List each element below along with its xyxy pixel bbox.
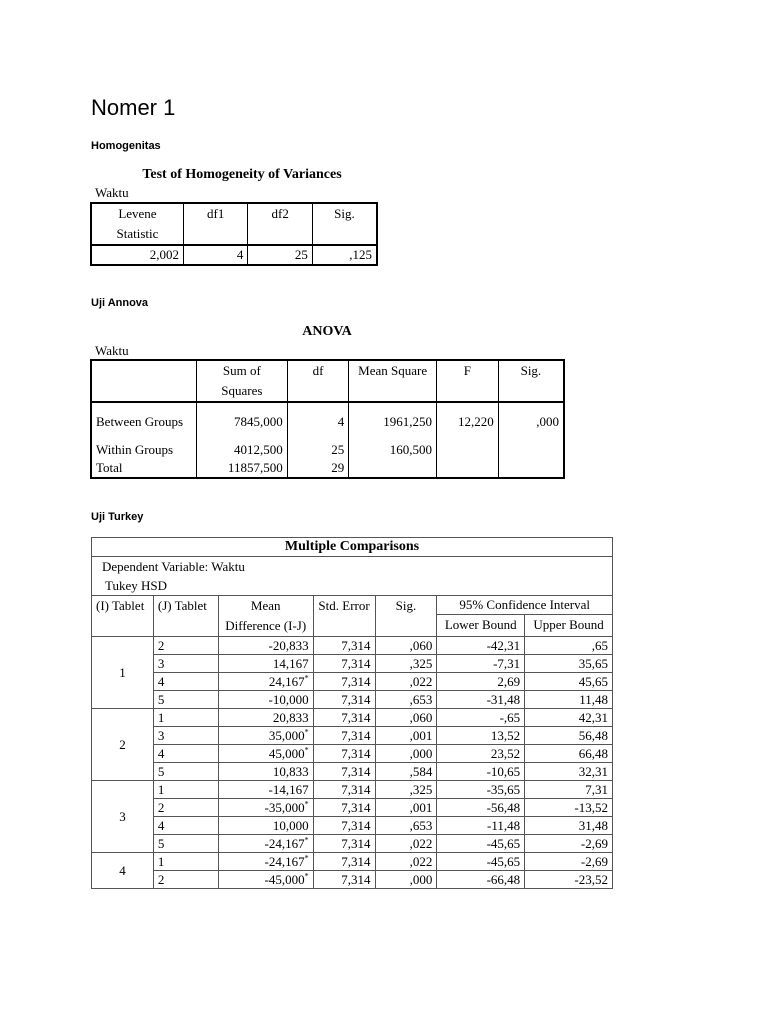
cell-tablet-j: 3 — [153, 655, 218, 673]
cell-tablet-j: 1 — [153, 853, 218, 871]
mean-difference-value: -14,167 — [268, 782, 309, 797]
cell-mean-difference — [218, 853, 313, 871]
cell-lower-bound: -66,48 — [437, 871, 525, 889]
cell-lower-bound: -31,48 — [437, 691, 525, 709]
cell-sig: ,000 — [375, 871, 437, 889]
table-row — [92, 745, 613, 763]
cell-ss: 7845,000 — [196, 402, 287, 441]
row-label: Between Groups — [91, 402, 196, 441]
anova-variable: Waktu — [95, 343, 129, 358]
cell-ss: 4012,500 — [196, 441, 287, 459]
cell-lower-bound: 23,52 — [437, 745, 525, 763]
mean-difference-value: 35,000 — [268, 728, 305, 743]
anova-row-within — [91, 441, 564, 459]
section-label-anova: Uji Annova — [91, 297, 149, 309]
cell-sig: ,000 — [375, 745, 437, 763]
cell-tablet-j: 4 — [153, 745, 218, 763]
cell-sig: ,000 — [498, 402, 564, 441]
cell-mean-difference — [218, 691, 313, 709]
anova-table — [90, 359, 565, 479]
homogeneity-value-row — [91, 245, 377, 265]
cell-std-error: 7,314 — [313, 853, 375, 871]
significance-marker: * — [304, 871, 309, 881]
header-df2: df2 — [248, 203, 312, 245]
header-mean-difference: Mean Difference (I-J) — [218, 596, 313, 637]
cell-mean-difference — [218, 781, 313, 799]
table-row — [92, 709, 613, 727]
homogeneity-table — [90, 202, 378, 266]
cell-tablet-j: 1 — [153, 709, 218, 727]
value-df1: 4 — [183, 245, 247, 265]
cell-mean-difference — [218, 637, 313, 655]
significance-marker: * — [304, 727, 309, 737]
cell-sig: ,022 — [375, 673, 437, 691]
cell-std-error: 7,314 — [313, 691, 375, 709]
row-label: Within Groups — [91, 441, 196, 459]
row-label: Total — [91, 459, 196, 478]
page-heading: Nomer 1 — [91, 95, 176, 120]
section-label-homogeneity: Homogenitas — [91, 140, 161, 152]
cell-lower-bound: -11,48 — [437, 817, 525, 835]
cell-std-error: 7,314 — [313, 871, 375, 889]
cell-std-error: 7,314 — [313, 673, 375, 691]
mean-difference-value: 24,167 — [268, 674, 305, 689]
cell-sig: ,022 — [375, 853, 437, 871]
cell-upper-bound: 11,48 — [525, 691, 613, 709]
mean-difference-value: -24,167 — [264, 836, 305, 851]
multiple-comparisons-table — [91, 537, 613, 889]
header-ss: Sum of Squares — [196, 360, 287, 402]
cell-sig: ,325 — [375, 655, 437, 673]
mean-difference-value: 10,833 — [272, 764, 309, 779]
cell-mean-difference — [218, 835, 313, 853]
header-sig: Sig. — [312, 203, 377, 245]
cell-tablet-i: 3 — [92, 781, 154, 853]
cell-upper-bound: 32,31 — [525, 763, 613, 781]
cell-upper-bound: 31,48 — [525, 817, 613, 835]
mc-title: Multiple Comparisons — [92, 538, 613, 557]
cell-tablet-i: 4 — [92, 853, 154, 889]
cell-ms — [349, 459, 437, 478]
cell-tablet-j: 1 — [153, 781, 218, 799]
cell-std-error: 7,314 — [313, 727, 375, 745]
cell-mean-difference — [218, 727, 313, 745]
table-row — [92, 637, 613, 655]
cell-lower-bound: -,65 — [437, 709, 525, 727]
mc-header-row-1 — [92, 596, 613, 615]
significance-marker: * — [304, 673, 309, 683]
cell-mean-difference — [218, 709, 313, 727]
cell-sig: ,060 — [375, 709, 437, 727]
cell-tablet-j: 2 — [153, 799, 218, 817]
header-i: (I) Tablet — [92, 596, 154, 637]
header-sig: Sig. — [498, 360, 564, 402]
mc-dependent: Dependent Variable: Waktu — [102, 559, 245, 574]
cell-lower-bound: -7,31 — [437, 655, 525, 673]
homogeneity-title: Test of Homogeneity of Variances — [142, 167, 342, 182]
cell-f — [436, 441, 498, 459]
cell-mean-difference — [218, 745, 313, 763]
header-j: (J) Tablet — [153, 596, 218, 637]
table-row — [92, 853, 613, 871]
mc-method: Tukey HSD — [105, 578, 168, 593]
value-sig: ,125 — [312, 245, 377, 265]
value-levene: 2,002 — [91, 245, 183, 265]
cell-tablet-j: 3 — [153, 727, 218, 745]
cell-sig — [498, 459, 564, 478]
cell-df: 29 — [287, 459, 349, 478]
cell-tablet-j: 2 — [153, 637, 218, 655]
cell-sig: ,022 — [375, 835, 437, 853]
cell-std-error: 7,314 — [313, 637, 375, 655]
cell-upper-bound: 7,31 — [525, 781, 613, 799]
header-upper-bound: Upper Bound — [525, 614, 613, 636]
cell-lower-bound: -35,65 — [437, 781, 525, 799]
cell-lower-bound: 13,52 — [437, 727, 525, 745]
cell-tablet-j: 2 — [153, 871, 218, 889]
cell-ss: 11857,500 — [196, 459, 287, 478]
cell-lower-bound: 2,69 — [437, 673, 525, 691]
cell-tablet-i: 1 — [92, 637, 154, 709]
mean-difference-value: -10,000 — [268, 692, 309, 707]
cell-mean-difference — [218, 655, 313, 673]
cell-std-error: 7,314 — [313, 655, 375, 673]
cell-ms: 160,500 — [349, 441, 437, 459]
header-df: df — [287, 360, 349, 402]
mean-difference-value: 20,833 — [272, 710, 309, 725]
cell-upper-bound: 56,48 — [525, 727, 613, 745]
section-label-turkey: Uji Turkey — [91, 511, 144, 523]
header-blank — [91, 360, 196, 402]
cell-sig — [498, 441, 564, 459]
cell-sig: ,653 — [375, 817, 437, 835]
cell-std-error: 7,314 — [313, 709, 375, 727]
cell-sig: ,060 — [375, 637, 437, 655]
cell-upper-bound: 66,48 — [525, 745, 613, 763]
cell-tablet-j: 4 — [153, 817, 218, 835]
homogeneity-variable: Waktu — [95, 185, 129, 200]
header-ms: Mean Square — [349, 360, 437, 402]
significance-marker: * — [304, 799, 309, 809]
cell-upper-bound: 45,65 — [525, 673, 613, 691]
mean-difference-value: 14,167 — [272, 656, 309, 671]
mean-difference-value: -20,833 — [268, 638, 309, 653]
cell-std-error: 7,314 — [313, 745, 375, 763]
significance-marker: * — [304, 853, 309, 863]
mean-difference-value: -24,167 — [264, 854, 305, 869]
significance-marker: * — [304, 745, 309, 755]
cell-mean-difference — [218, 799, 313, 817]
mean-difference-value: -35,000 — [264, 800, 305, 815]
mean-difference-value: 10,000 — [272, 818, 309, 833]
anova-row-between — [91, 402, 564, 441]
header-confidence-interval: 95% Confidence Interval — [437, 596, 613, 615]
cell-tablet-j: 5 — [153, 835, 218, 853]
cell-upper-bound: -2,69 — [525, 853, 613, 871]
cell-upper-bound: 42,31 — [525, 709, 613, 727]
header-f: F — [436, 360, 498, 402]
cell-lower-bound: -56,48 — [437, 799, 525, 817]
cell-tablet-j: 5 — [153, 763, 218, 781]
mc-info — [92, 557, 613, 596]
table-row — [92, 763, 613, 781]
cell-std-error: 7,314 — [313, 817, 375, 835]
significance-marker: * — [304, 835, 309, 845]
table-row — [92, 871, 613, 889]
header-df1: df1 — [183, 203, 247, 245]
cell-sig: ,001 — [375, 799, 437, 817]
cell-sig: ,325 — [375, 781, 437, 799]
table-row — [92, 673, 613, 691]
mc-title-row — [92, 538, 613, 557]
cell-df: 25 — [287, 441, 349, 459]
mean-difference-value: 45,000 — [268, 746, 305, 761]
cell-std-error: 7,314 — [313, 763, 375, 781]
cell-upper-bound: ,65 — [525, 637, 613, 655]
cell-mean-difference — [218, 673, 313, 691]
value-df2: 25 — [248, 245, 312, 265]
cell-upper-bound: -13,52 — [525, 799, 613, 817]
cell-mean-difference — [218, 871, 313, 889]
header-levene: Levene Statistic — [91, 203, 183, 245]
table-row — [92, 727, 613, 745]
cell-lower-bound: -10,65 — [437, 763, 525, 781]
table-row — [92, 655, 613, 673]
cell-tablet-j: 5 — [153, 691, 218, 709]
header-std-error: Std. Error — [313, 596, 375, 637]
cell-lower-bound: -45,65 — [437, 835, 525, 853]
anova-title: ANOVA — [302, 324, 352, 339]
cell-std-error: 7,314 — [313, 835, 375, 853]
mc-info-row — [92, 557, 613, 596]
cell-sig: ,653 — [375, 691, 437, 709]
cell-ms: 1961,250 — [349, 402, 437, 441]
cell-upper-bound: -23,52 — [525, 871, 613, 889]
cell-sig: ,001 — [375, 727, 437, 745]
cell-std-error: 7,314 — [313, 781, 375, 799]
mean-difference-value: -45,000 — [264, 872, 305, 887]
table-row — [92, 799, 613, 817]
cell-tablet-j: 4 — [153, 673, 218, 691]
cell-mean-difference — [218, 817, 313, 835]
anova-header-row — [91, 360, 564, 402]
anova-row-total — [91, 459, 564, 478]
cell-lower-bound: -42,31 — [437, 637, 525, 655]
table-row — [92, 691, 613, 709]
cell-tablet-i: 2 — [92, 709, 154, 781]
cell-df: 4 — [287, 402, 349, 441]
table-row — [92, 781, 613, 799]
cell-sig: ,584 — [375, 763, 437, 781]
table-row — [92, 835, 613, 853]
cell-std-error: 7,314 — [313, 799, 375, 817]
homogeneity-header-row — [91, 203, 377, 245]
cell-upper-bound: -2,69 — [525, 835, 613, 853]
cell-f: 12,220 — [436, 402, 498, 441]
cell-f — [436, 459, 498, 478]
header-lower-bound: Lower Bound — [437, 614, 525, 636]
header-sig: Sig. — [375, 596, 437, 637]
cell-lower-bound: -45,65 — [437, 853, 525, 871]
cell-upper-bound: 35,65 — [525, 655, 613, 673]
table-row — [92, 817, 613, 835]
cell-mean-difference — [218, 763, 313, 781]
